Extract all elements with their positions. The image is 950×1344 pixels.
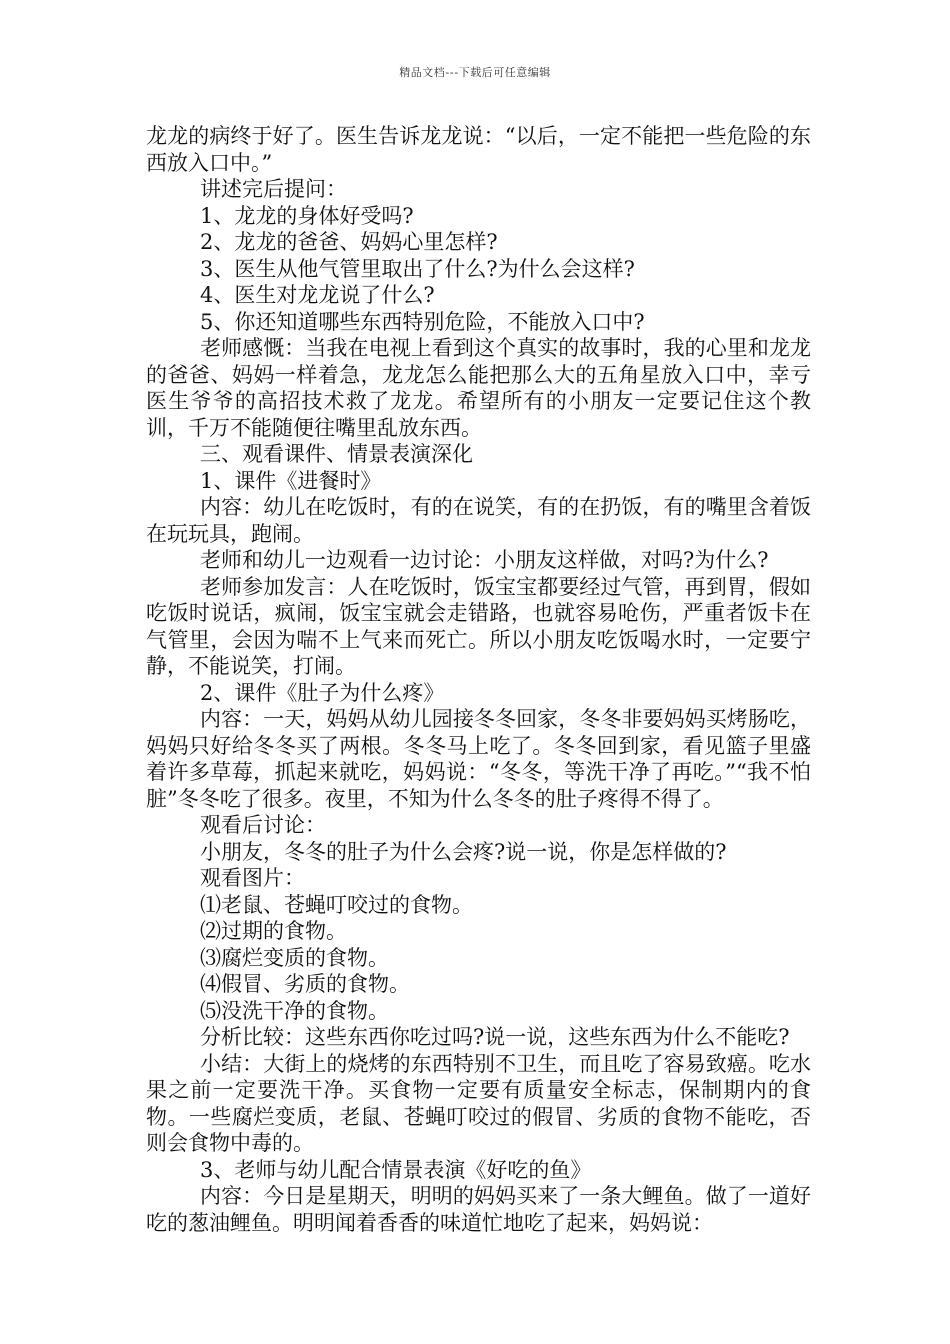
paragraph: 讲述完后提问： xyxy=(200,177,347,201)
question-item: 1、龙龙的身体好受吗? xyxy=(200,203,414,228)
paragraph: 观看后讨论： xyxy=(200,813,326,837)
paragraph: 内容：今日是星期天，明明的妈妈买来了一条大鲤鱼。做了一道好吃的葱油鲤鱼。明明闻着香香的味道忙地吃了起来，妈妈说： xyxy=(146,1184,811,1235)
paragraph: 小结：大街上的烧烤的东西特别不卫生，而且吃了容易致癌。吃水果之前一定要洗干净。买食物一定要有质量安全标志，保制期内的食物。一些腐烂变质，老鼠、苍蝇叮咬过的假冒、劣质的食物不能吃，否则会食物中毒的。 xyxy=(146,1051,811,1155)
list-item: ⑸没洗干净的食物。 xyxy=(200,998,389,1023)
subsection-heading: 2、课件《肚子为什么疼》 xyxy=(200,680,445,705)
list-item: ⑴老鼠、苍蝇叮咬过的食物。 xyxy=(200,892,473,917)
paragraph: 内容：一天，妈妈从幼儿园接冬冬回家，冬冬非要妈妈买烤肠吃，妈妈只好给冬冬买了两根。冬冬马上吃了。冬冬回到家，看见篮子里盛着许多草莓，抓起来就吃，妈妈说：“冬冬，等洗干净了再吃。”“我不怕脏”冬冬吃了很多。夜里，不知为什么冬冬的肚子疼得不得了。 xyxy=(146,707,811,811)
section-heading: 三、观看课件、情景表演深化 xyxy=(200,442,473,466)
question-item: 5、你还知道哪些东西特别危险，不能放入口中? xyxy=(200,309,645,334)
paragraph: 龙龙的病终于好了。医生告诉龙龙说：“以后，一定不能把一些危险的东西放入口中。” xyxy=(146,124,811,175)
list-item: ⑷假冒、劣质的食物。 xyxy=(200,972,410,996)
page-header: 精品文档---下载后可任意编辑 xyxy=(399,66,551,79)
question-item: 3、医生从他气管里取出了什么?为什么会这样? xyxy=(200,256,635,281)
document-body xyxy=(146,123,811,1236)
question-item: 2、龙龙的爸爸、妈妈心里怎样? xyxy=(200,230,498,254)
subsection-heading: 3、老师与幼儿配合情景表演《好吃的鱼》 xyxy=(200,1157,592,1182)
list-item: ⑶腐烂变质的食物。 xyxy=(200,945,389,970)
paragraph: 老师参加发言：人在吃饭时，饭宝宝都要经过气管，再到胃，假如吃饭时说话，疯闹，饭宝宝就会走错路，也就容易呛伤，严重者饭卡在气管里，会因为喘不上气来而死亡。所以小朋友吃饭喝水时，一定要宁静，不能说笑，打闹。 xyxy=(146,574,811,678)
paragraph: 内容：幼儿在吃饭时，有的在说笑，有的在扔饭，有的嘴里含着饭在玩玩具，跑闹。 xyxy=(146,495,811,546)
paragraph: 分析比较：这些东西你吃过吗?说一说，这些东西为什么不能吃? xyxy=(200,1025,790,1049)
subsection-heading: 1、课件《进餐时》 xyxy=(200,468,382,493)
paragraph: 小朋友，冬冬的肚子为什么会疼?说一说，你是怎样做的? xyxy=(200,839,727,864)
question-item: 4、医生对龙龙说了什么? xyxy=(200,283,435,307)
paragraph: 老师感慨：当我在电视上看到这个真实的故事时，我的心里和龙龙的爸爸、妈妈一样着急，龙龙怎么能把那么大的五角星放入口中，幸亏医生爷爷的高招技术救了龙龙。希望所有的小朋友一定要记住这个教训，千万不能随便往嘴里乱放东西。 xyxy=(146,336,811,440)
paragraph: 观看图片： xyxy=(200,866,305,890)
list-item: ⑵过期的食物。 xyxy=(200,919,347,943)
paragraph: 老师和幼儿一边观看一边讨论：小朋友这样做，对吗?为什么? xyxy=(200,548,769,572)
